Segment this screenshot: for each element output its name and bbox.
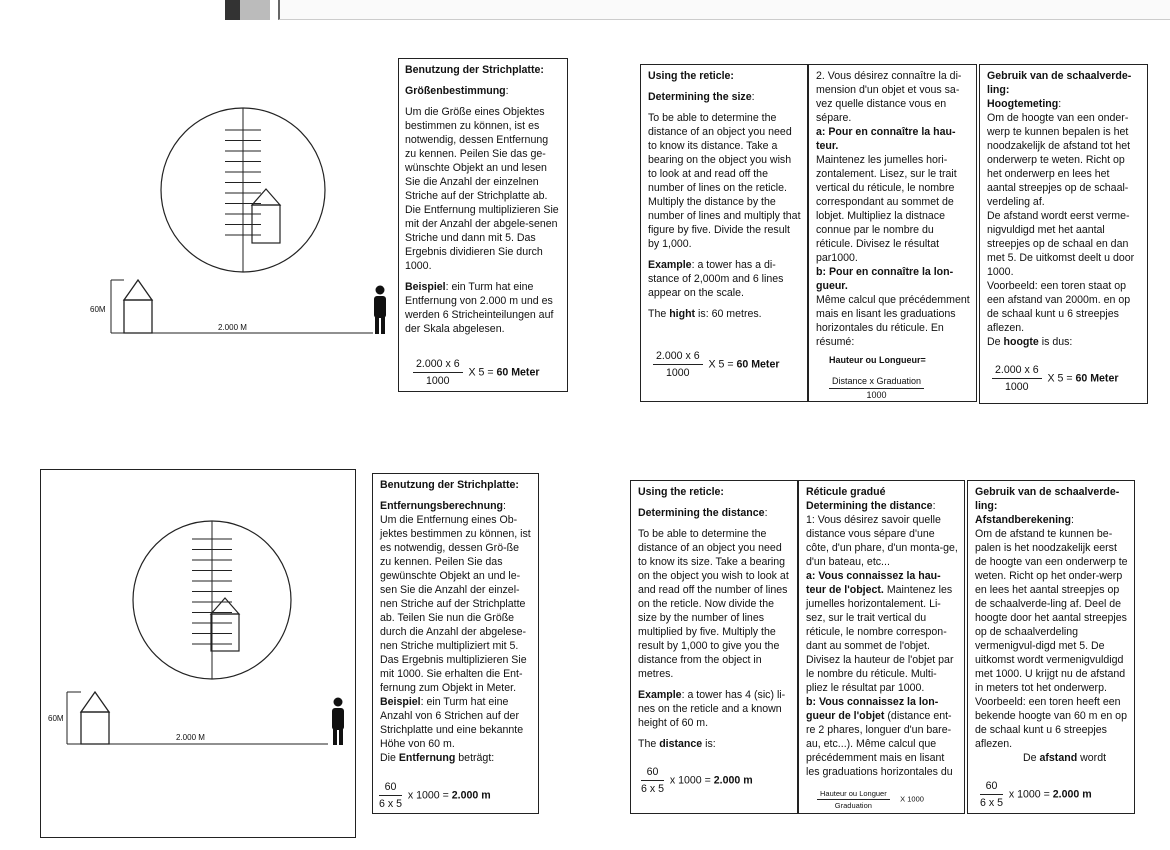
distance-illustration xyxy=(40,469,356,838)
scan-binding-highlight xyxy=(240,0,270,20)
formula: $\frac{2.000 x 6}{1000}$ X 5 = 60 Meter xyxy=(992,363,1118,394)
size-illustration xyxy=(80,110,400,350)
french-distance-box: Réticule gradué Determining the distance: 1: Vous désirez savoir quelle distance vous sépare d'une côte, d'un phare, d'un monta-ge, d'un bateau, etc... a: Vous connaissez la hau-teur de l'object. Maintenez les jumelles horizontalement. Li-sez, sur le trait vertical du réticule, le nombre correspon-dant au sommet de l'objet. Divisez la hauteur de l'objet par le nombre du réticule. Multi-pliez le résultat par 1000. b: Vous connaissez la lon-gueur de l'objet (distance ent-re 2 phares, longuer d'un bare-au, etc...). Même calcul que précédemment mais en lisant les graduations horizontales du $\frac{\text{Hauteur ou Longuer}}{\text{Graduation}}$ X 1000 xyxy=(798,480,965,814)
box-body: Um die Größe eines Objektes bestimmen zu können, ist es notwendig, dessen Entfernung zu kennen. Peilen Sie das ge-wünschte Objekt an und lesen Sie die Anzahl der einzelnen Striche auf der Strichplatte ab. Die Entfernung multiplizieren Sie mit der Anzahl der abgele-senen Striche und dann mit 5. Das Ergebnis dividieren Sie durch 1000. xyxy=(405,106,559,272)
french-size-box: 2. Vous désirez connaître la di-mension d'un objet et vous sa-vez quelle distance vous en sépare. a: Pour en connaître la hau-teur. Maintenez les jumelles hori-zontalement. Lisez, sur le trait vertical du réticule, le nombre correspondant au sommet de lobjet. Multipliez la distnace connue par le nombre du réticule. Divisez le résultat par1000. b: Pour en connaître la lon-gueur. Même calcul que précédemment mais en lisant les graduations horizontales du réticule. En résumé: Hauteur ou Longueur= $\frac{\text{Distance x Graduation}}{1000}$ xyxy=(808,64,977,402)
height-label: 60M xyxy=(48,714,64,723)
height-label: 60M xyxy=(90,305,106,314)
german-distance-box: Benutzung der Strichplatte: Entfernungsberechnung: Um die Entfernung eines Ob-jektes bestimmen zu können, ist es notwendig, dessen Grö-ße zu kennen. Peilen Sie das gewünschte Objekt an und le-sen Sie die Anzahl der einzel-nen Striche auf der Strichplatte ab. Teilen Sie nun die Größe durch die Anzahl der abgelese-nen Striche multipliziert mit 5. Das Ergebnis multiplizieren Sie mit 1000. Sie erhalten die Ent-fernung zum Objekt in Meter. Beispiel: ein Turm hat eine Anzahl von 6 Strichen auf der Strichplatte und eine bekannte Höhe von 60 m. Die Entfernung beträgt: $\frac{60}{6 x 5}$ x 1000 = 2.000 m xyxy=(372,473,539,814)
scan-edge xyxy=(278,0,1170,20)
tower-in-reticle xyxy=(211,598,239,651)
example-text: : ein Turm hat eine Entfernung von 2.000 m und es werden 6 Stricheinteilungen auf der Skala abgelesen. xyxy=(405,281,554,335)
dutch-size-box: Gebruik van de schaalverde-ling: Hoogtemeting: Om de hoogte van een onder-werp te kunnen bepalen is het noodzakelijk de afstand tot het onderwerp te weten. Richt op het onderwerp en lees het aantal streepjes op de schaal-verdeling af. De afstand wordt eerst verme-nigvuldigd met het aantal streepjes op de schaal en dan met 5. De uitkomst deelt u door 1000. Voorbeeld: een toren staat op een afstand van 2000m. en op de schaal kunt u 6 streepjes aflezen. De hoogte is dus: $\frac{2.000 x 6}{1000}$ X 5 = 60 Meter xyxy=(979,64,1148,404)
person-figure xyxy=(332,698,344,746)
tower-on-ground xyxy=(124,280,152,333)
person-figure xyxy=(374,286,386,335)
formula: $\frac{60}{6 x 5}$ x 1000 = 2.000 m xyxy=(641,766,753,795)
german-size-box: Benutzung der Strichplatte: Größenbestimmung: Um die Größe eines Objektes bestimmen zu können, ist es notwendig, dessen Entfernung zu kennen. Peilen Sie das ge-wünschte Objekt an und lesen Sie die Anzahl der einzelnen Striche auf der Strichplatte ab. Die Entfernung multiplizieren Sie mit der Anzahl der abgele-senen Striche und dann mit 5. Das Ergebnis dividieren Sie durch 1000. Beispiel: ein Turm hat eine Entfernung von 2.000 m und es werden 6 Stricheinteilungen auf der Skala abgelesen. $\frac{2.000 x 6}{1000}$ X 5 = 60 Meter xyxy=(398,58,568,392)
formula: $\frac{2.000 x 6}{1000}$ X 5 = 60 Meter xyxy=(413,357,539,388)
formula: $\frac{\text{Hauteur ou Longuer}}{\text{Graduation}}$ X 1000 xyxy=(817,789,924,810)
box-title: Benutzung der Strichplatte: xyxy=(405,64,544,76)
formula: $\frac{2.000 x 6}{1000}$ X 5 = 60 Meter xyxy=(653,349,779,380)
tower-on-ground xyxy=(81,692,109,744)
example-label: Beispiel xyxy=(405,281,446,293)
distance-label: 2.000 M xyxy=(218,323,247,332)
distance-label: 2.000 M xyxy=(176,733,205,742)
formula: $\frac{60}{6 x 5}$ x 1000 = 2.000 m xyxy=(379,781,491,810)
formula: Hauteur ou Longueur= $\frac{\text{Distance x Graduation}}{1000}$ xyxy=(829,355,926,400)
dutch-distance-box: Gebruik van de schaalverde-ling: Afstandberekening: Om de afstand te kunnen be-palen is het noodzakelijk eerst de hoogte van een onderwerp te weten. Richt op het onder-werp en lees het aantal streepjes op de schaalverde-ling af. Deel de hoogte door het aantal streepjes op de schaalverdeling vermenigvul-digd met 5. De uitkomst wordt vermenigvuldigd met 1000. U krijgt nu de afstand in meters tot het onderwerp. Voorbeeld: een toren heeft een bekende hoogte van 60 m en op de schaal kunt u 6 streepjes aflezen. De afstand wordt $\frac{60}{6 x 5}$ x 1000 = 2.000 m xyxy=(967,480,1135,814)
box-subtitle: Größenbestimmung xyxy=(405,85,506,97)
english-size-box: Using the reticle: Determining the size: To be able to determine the distance of an object you need to know its distance. Take a bearing on the object you wish to look at and read off the number of lines on the reticle. Multiply the distance by the number of lines and multiply that figure by five. Divide the result by 1,000. Example: a tower has a di-stance of 2,000m and 6 lines appear on the scale. The hight is: 60 metres. $\frac{2.000 x 6}{1000}$ X 5 = 60 Meter xyxy=(640,64,808,402)
english-distance-box: Using the reticle: Determining the distance: To be able to determine the distance of an object you need to know its size. Take a bearing on the object you wish to look at and read off the number of lines on the reticle. Now divide the size by the number of lines multiplied by five. Multiply the result by 1,000 to give you the distance from the object in metres. Example: a tower has 4 (sic) li-nes on the reticle and a known height of 60 m. The distance is: $\frac{60}{6 x 5}$ x 1000 = 2.000 m xyxy=(630,480,798,814)
formula: $\frac{60}{6 x 5}$ x 1000 = 2.000 m xyxy=(980,780,1092,809)
